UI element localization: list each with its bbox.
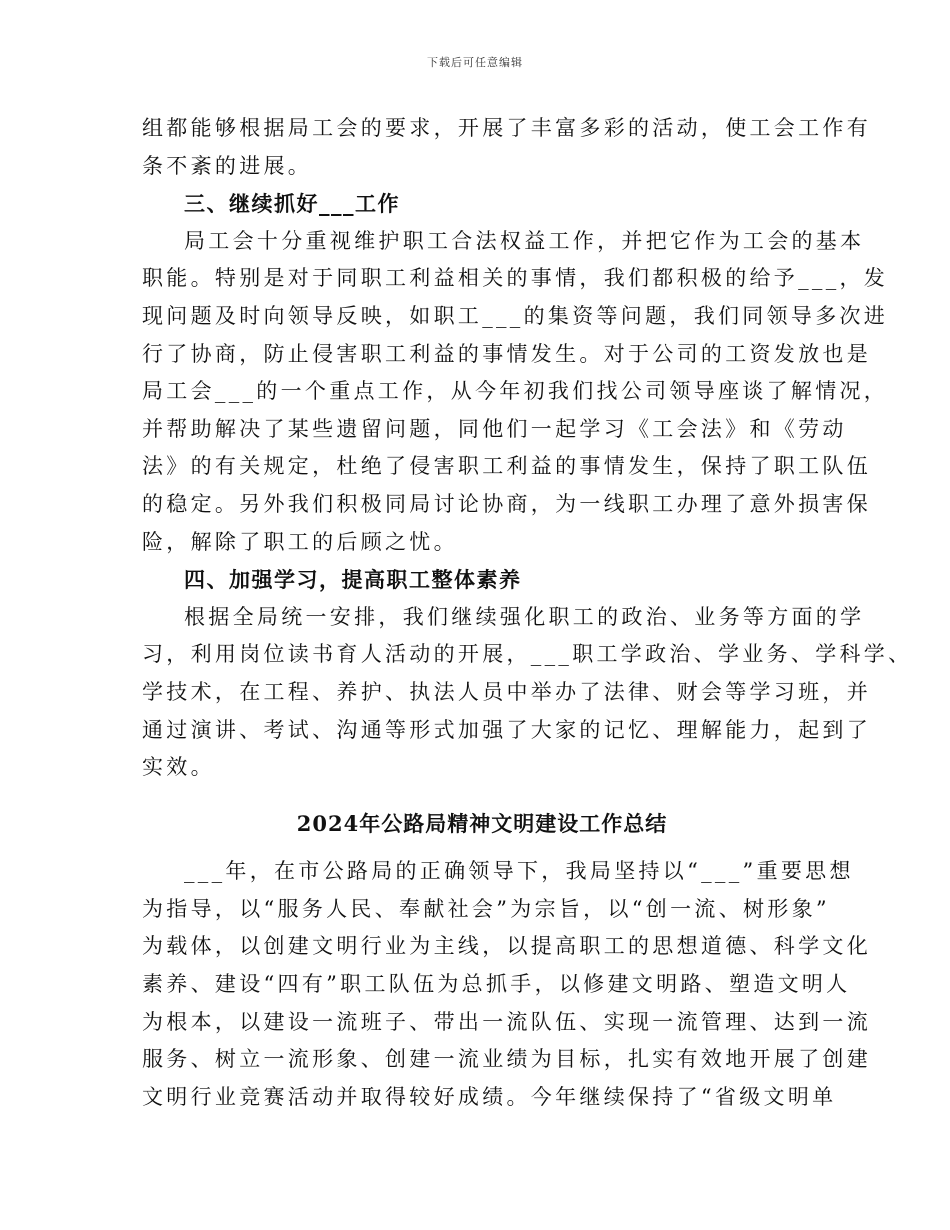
- paragraph-line: 服务、树立一流形象、创建一流业绩为目标，扎实有效地开展了创建: [142, 1047, 871, 1072]
- paragraph-line: 险，解除了职工的后顾之忧。: [142, 529, 458, 554]
- paragraph-line: 组都能够根据局工会的要求，开展了丰富多彩的活动，使工会工作有: [142, 116, 871, 140]
- paragraph-line: 习，利用岗位读书育人活动的开展，___职工学政治、学业务、学科学、: [142, 642, 913, 667]
- paragraph-line: 局工会十分重视维护职工合法权益工作，并把它作为工会的基本: [184, 228, 865, 253]
- paragraph-line: 局工会___的一个重点工作，从今年初我们找公司领导座谈了解情况，: [142, 379, 889, 404]
- section-three: [142, 185, 889, 561]
- section-heading: 四、加强学习，提高职工整体素养: [184, 567, 522, 593]
- paragraph-line: 根据全局统一安排，我们继续强化职工的政治、业务等方面的学: [184, 604, 865, 629]
- section-four: [142, 561, 913, 787]
- article: [142, 805, 871, 1117]
- paragraph-line: 条不紊的进展。: [142, 153, 313, 178]
- paragraph-line: 职能。特别是对于同职工利益相关的事情，我们都积极的给予___，发: [142, 266, 889, 291]
- section-heading: 三、继续抓好___工作: [184, 191, 400, 217]
- paragraph-line: 为载体，以创建文明行业为主线，以提高职工的思想道德、科学文化: [142, 934, 871, 959]
- paragraph-line: 通过演讲、考试、沟通等形式加强了大家的记忆、理解能力，起到了: [142, 717, 871, 742]
- paragraph-line: 行了协商，防止侵害职工利益的事情发生。对于公司的工资发放也是: [142, 341, 871, 366]
- paragraph-line: 的稳定。另外我们积极同局讨论协商，为一线职工办理了意外损害保: [142, 491, 871, 516]
- paragraph-line: 现问题及时向领导反映，如职工___的集资等问题，我们同领导多次进: [142, 303, 889, 328]
- paragraph-line: 实效。: [142, 755, 215, 780]
- paragraph-line: ___年，在市公路局的正确领导下，我局坚持以“___”重要思想: [184, 859, 854, 884]
- paragraph-line: 学技术，在工程、养护、执法人员中举办了法律、财会等学习班，并: [142, 679, 871, 704]
- page-header: 下载后可任意编辑: [427, 56, 523, 69]
- document-body: [142, 110, 913, 1116]
- paragraph-line: 为指导，以“服务人民、奉献社会”为宗旨，以“创一流、树形象”: [142, 896, 830, 921]
- paragraph-line: 为根本，以建设一流班子、带出一流队伍、实现一流管理、达到一流: [142, 1009, 871, 1034]
- section-one-tail: [142, 110, 871, 185]
- paragraph-line: 并帮助解决了某些遗留问题，同他们一起学习《工会法》和《劳动: [142, 416, 847, 441]
- paragraph-line: 文明行业竞赛活动并取得较好成绩。今年继续保持了“省级文明单: [142, 1084, 837, 1109]
- article-title: 2024年公路局精神文明建设工作总结: [296, 810, 668, 836]
- paragraph-line: 法》的有关规定，杜绝了侵害职工利益的事情发生，保持了职工队伍: [142, 454, 871, 479]
- paragraph-line: 素养、建设“四有”职工队伍为总抓手，以修建文明路、塑造文明人: [142, 972, 851, 997]
